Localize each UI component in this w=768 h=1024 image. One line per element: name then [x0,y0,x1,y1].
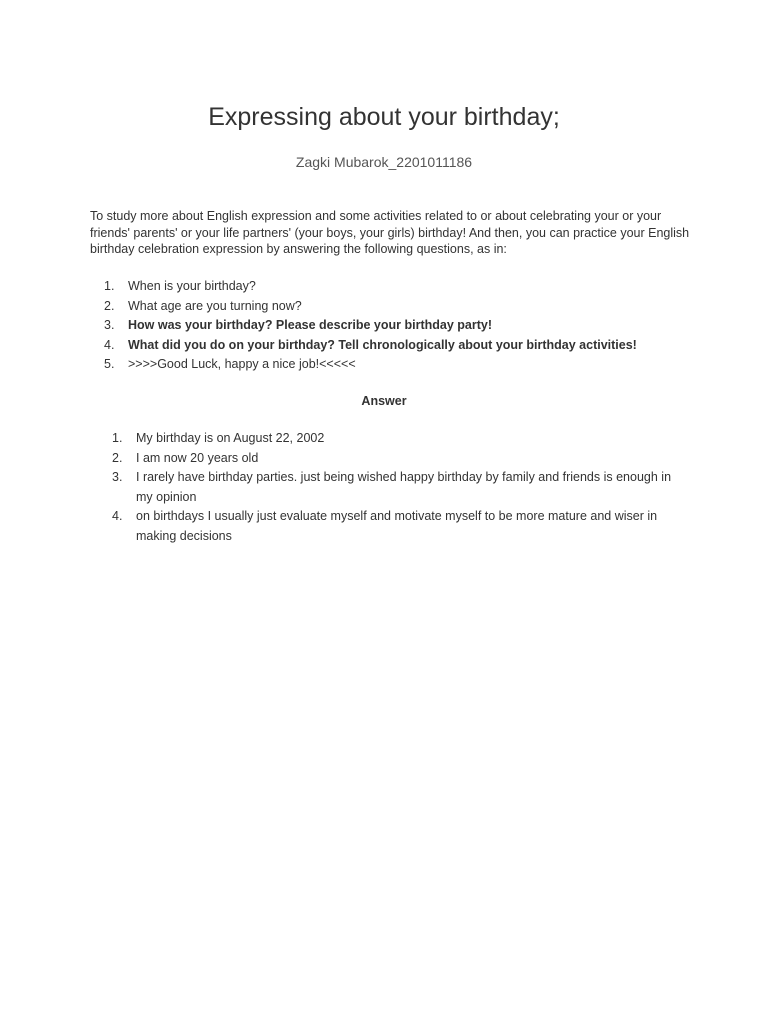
list-item [0,449,768,469]
answer-text: My birthday is on August 22, 2002 [136,431,325,445]
list-number: 4. [104,337,115,352]
question-text: What age are you turning now? [128,298,302,313]
question-text: When is your birthday? [128,279,256,293]
list-item [0,277,768,297]
question-text: What did you do on your birthday? Tell chronologically about your birthday activities! [128,337,637,352]
author-line: Zagki Mubarok_2201011186 [295,154,473,170]
document-title: Expressing about your birthday; [208,103,560,131]
list-item [0,316,768,336]
list-number: 1. [112,431,123,445]
list-number: 5. [104,357,115,371]
questions-list [0,277,768,375]
list-item [0,297,768,317]
list-number: 1. [104,279,115,293]
answer-text: I am now 20 years old [136,450,259,465]
list-item [0,355,768,375]
question-text: >>>>Good Luck, happy a nice job!<<<<< [128,357,356,371]
list-number: 2. [104,298,115,313]
list-number: 2. [112,450,123,465]
list-item [0,468,768,507]
answer-text: I rarely have birthday parties. just being wished happy birthday by family and friends is enough in my opinion [136,470,672,504]
list-number: 4. [112,509,123,523]
question-text: How was your birthday? Please describe your birthday party! [128,318,492,332]
answer-text: on birthdays I usually just evaluate myself and motivate myself to be more mature and wiser in making decisions [136,509,658,543]
intro-paragraph: To study more about English expression and some activities related to or about celebrating your or your friends' parents' or your life partners' (your boys, your girls) birthday! And then, you can practice your English birthday celebration expression by answering the following questions, as in: [90,209,690,256]
list-item [0,336,768,356]
answers-list [0,429,768,546]
list-number: 3. [104,318,115,332]
list-item [0,507,768,546]
list-item [0,429,768,449]
answer-heading: Answer [361,394,407,408]
list-number: 3. [112,470,123,484]
